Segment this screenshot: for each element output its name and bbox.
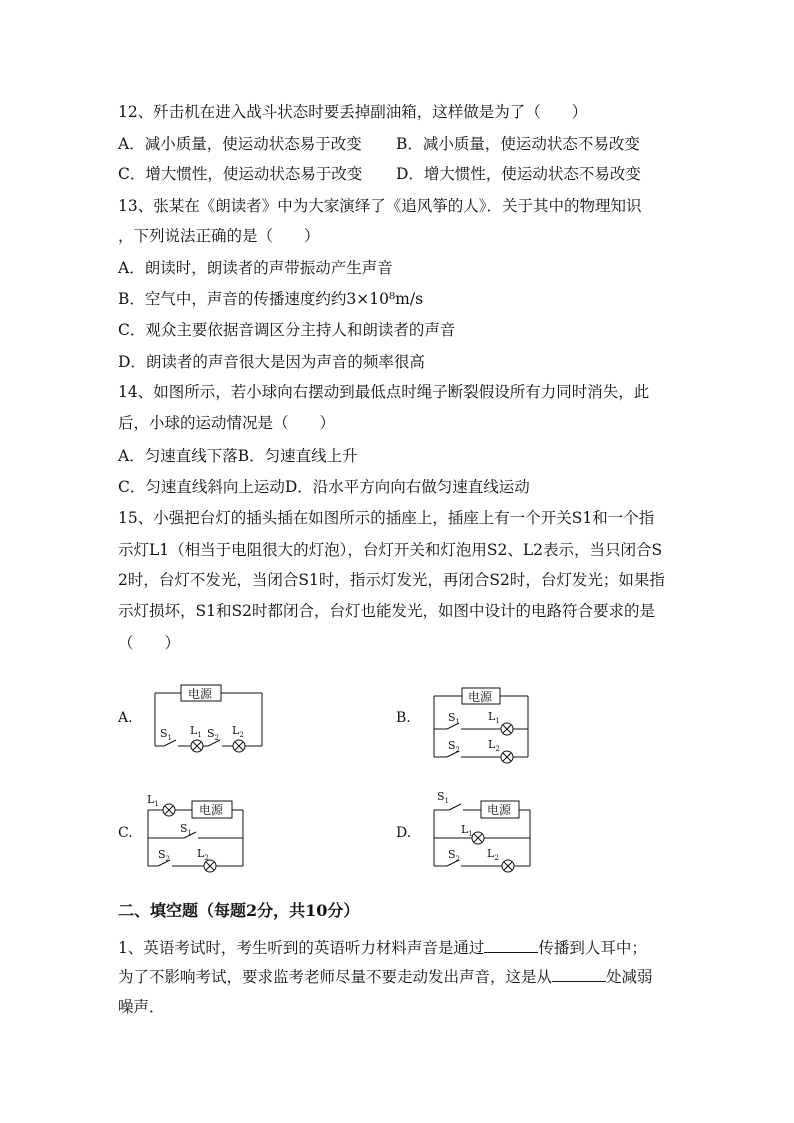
q13-option-a: A．朗读时，朗读者的声带振动产生声音 — [118, 259, 393, 277]
q12-options-row1 — [118, 134, 640, 154]
q12-option-d: D．增大惯性，使运动状态不易改变 — [396, 165, 641, 183]
q13-option-c: C．观众主要依据音调区分主持人和朗读者的声音 — [118, 321, 456, 339]
circuit-a-label: A. — [118, 710, 133, 726]
circuit-d-label: D. — [396, 825, 412, 841]
switch-s2-label: $S_2$ — [448, 739, 461, 754]
q15-stem-line4: 示灯损坏，S1和S2时都闭合，台灯也能发光，如图中设计的电路符合要求的是 — [118, 602, 655, 620]
lamp-l1-label: $L_1$ — [461, 823, 473, 838]
lamp-l1-label: $L_1$ — [147, 793, 159, 808]
q15-stem-line3: 2时，台灯不发光，当闭合S1时，指示灯发光，再闭合S2时，台灯发光；如果指 — [118, 571, 665, 589]
fill1-line3: 噪声． — [118, 998, 165, 1016]
fill1-line1 — [118, 938, 647, 958]
fill1-line1-text-b: 传播到人耳中； — [538, 939, 647, 957]
lamp-l1-label: $L_1$ — [190, 724, 202, 739]
lamp-l2-label: $L_2$ — [232, 724, 244, 739]
power-source-label: 电源 — [199, 803, 224, 817]
power-source-label: 电源 — [468, 690, 493, 704]
q13-stem-line2: ，下列说法正确的是（ ） — [118, 227, 320, 245]
q12-option-a: A．减小质量，使运动状态易于改变 — [118, 135, 362, 153]
switch-s2-label: $S_2$ — [158, 848, 171, 863]
switch-s1-label: $S_1$ — [448, 711, 461, 726]
power-source-label: 电源 — [487, 803, 512, 817]
switch-s1-label: $S_1$ — [160, 727, 173, 742]
circuit-b-label: B. — [396, 710, 411, 726]
q12-options-row2 — [118, 164, 641, 184]
q12-stem: 12、歼击机在进入战斗状态时要丢掉副油箱，这样做是为了（ ） — [118, 103, 588, 121]
switch-s2-label: $S_2$ — [448, 848, 461, 863]
q14-stem-line1: 14、如图所示，若小球向右摆动到最低点时绳子断裂假设所有力同时消失，此 — [118, 383, 650, 401]
lamp-l1-label: $L_1$ — [488, 710, 500, 725]
switch-s1-label: $S_1$ — [180, 822, 193, 837]
q14-options-cd: C．匀速直线斜向上运动D．沿水平方向向右做匀速直线运动 — [118, 478, 530, 496]
circuit-diagram-d — [425, 790, 540, 875]
q15-stem-line2: 示灯L1（相当于电阻很大的灯泡），台灯开关和灯泡用S2、L2表示，当只闭合S — [118, 541, 663, 559]
fill1-blank-1[interactable] — [484, 938, 538, 953]
q12-option-b: B．减小质量，使运动状态不易改变 — [396, 135, 640, 153]
fill1-line2-text-a: 为了不影响考试，要求监考老师尽量不要走动发出声音，这是从 — [118, 968, 553, 986]
q14-stem-line2: 后，小球的运动情况是（ ） — [118, 414, 336, 432]
q12-option-c: C．增大惯性，使运动状态易于改变 — [118, 165, 363, 183]
fill1-blank-2[interactable] — [552, 967, 606, 982]
lamp-l2-label: $L_2$ — [487, 847, 499, 862]
q15-stem-line1: 15、小强把台灯的插头插在如图所示的插座上，插座上有一个开关S1和一个指 — [118, 509, 655, 527]
q13-option-d: D．朗读者的声音很大是因为声音的频率很高 — [118, 353, 425, 371]
switch-s1-label: $S_1$ — [437, 790, 450, 805]
circuit-c-label: C. — [118, 825, 133, 841]
switch-s2-label: $S_2$ — [207, 727, 220, 742]
fill1-line2 — [118, 967, 653, 987]
fill1-line1-text-a: 1、英语考试时，考生听到的英语听力材料声音是通过 — [118, 939, 485, 957]
section-heading-fill-in: 二、填空题（每题2分，共10分） — [118, 901, 360, 920]
power-source-label: 电源 — [188, 687, 213, 701]
fill1-line2-text-b: 处减弱 — [606, 968, 653, 986]
circuit-diagram-b — [425, 683, 535, 765]
lamp-l2-label: $L_2$ — [488, 738, 500, 753]
q15-stem-line5: （ ） — [118, 634, 181, 652]
q14-options-ab: A．匀速直线下落B．匀速直线上升 — [118, 447, 358, 465]
circuit-diagram-c — [140, 790, 270, 875]
q13-option-b: B．空气中，声音的传播速度约约3×10⁸m/s — [118, 290, 424, 308]
q13-stem-line1: 13、张某在《朗读者》中为大家演绎了《追风筝的人》．关于其中的物理知识 — [118, 197, 642, 215]
lamp-l2-label: $L_2$ — [197, 847, 209, 862]
circuit-diagram-a — [140, 680, 270, 760]
